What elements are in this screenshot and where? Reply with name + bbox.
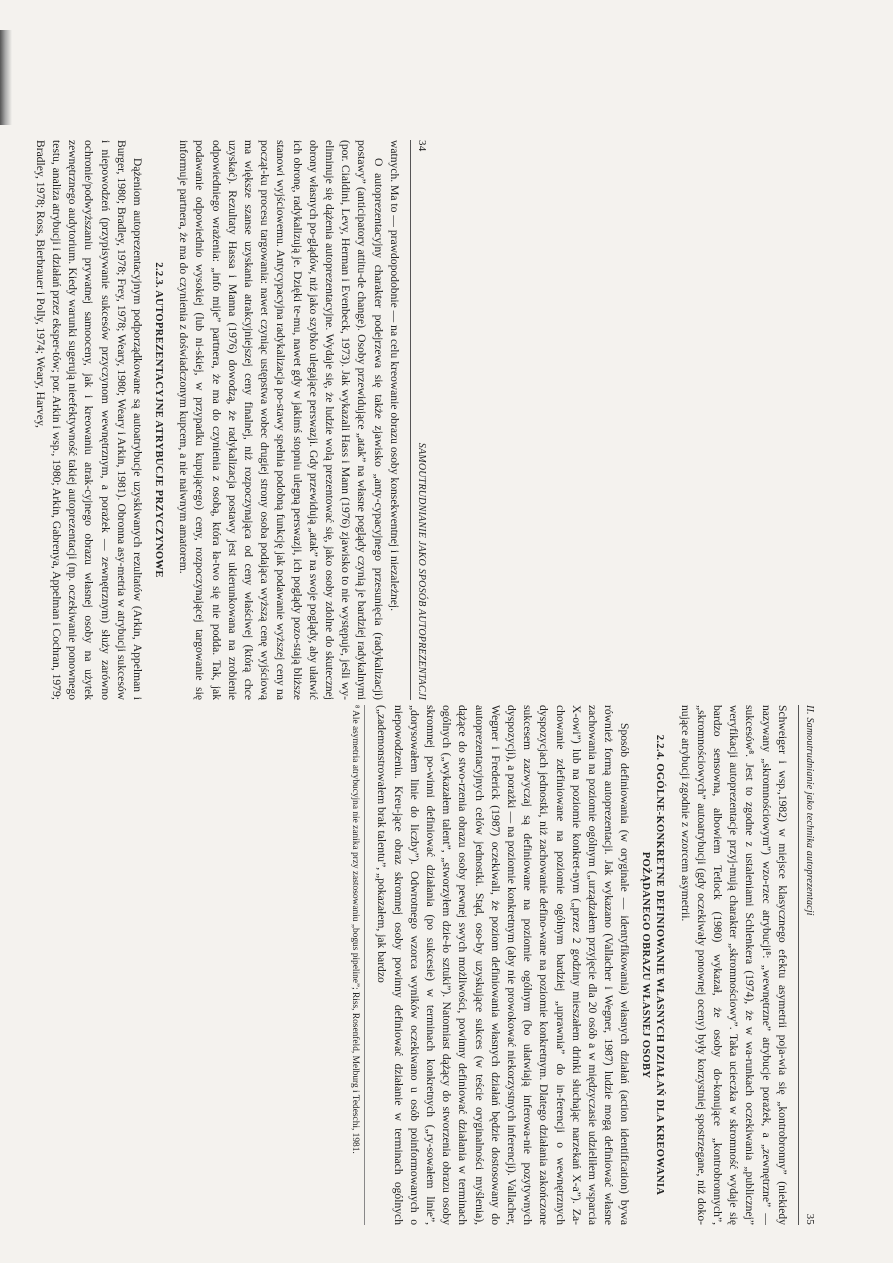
page-number-right: 35 [804, 1213, 816, 1225]
paragraph: Sposób definiowania (w oryginale — identyfikowania) własnych działań (action identification) bywa również formą autoprezentacji. Jak wykazano (Vallacher i Wegner, 1987) ludzie mogą definiować własne zachowania na poziomie ogólnym („urządzałem przyjęcie dla 20 osób a w międzyczasie udzieliłem wsparcia X-owi”) lub na poziomie konkret-nym („przez 2 godziny mieszałem drinki słuchając narzekań X-a”). Za-chowanie zdefiniowane na poziomie ogólnym bardziej „uprawnia” do in-ferencji o wewnętrznych dyspozycjach jednostki, niż zachowanie defino-wane na poziomie konkretnym. Dlatego działania zakończone sukcesem zazwyczaj są definiowane na poziomie ogólnym (bo ułatwiają inferowa-nie pozytywnych dyspozycji), a porażki — na poziomie konkretnym (aby nie prowokować niekorzystnych inferencji). Vallacher, Wegner i Frederick (1987) oczekiwali, że poziom definiowania własnych działań będzie dostosowany do autoprezentacyjnych celów jednostki. Stąd, oso-by uzyskujące sukces (w teście oryginalności myślenia), dążące do stwo-rzenia obrazu osoby pewnej swych możliwości, powinny definiować działania w terminach ogólnych („wykazałem talent”, „stworzyłem dzie-ło sztuki”). Natomiast dążący do stworzenia obrazu osoby skromnej po-winni definiować działania (po sukcesie) w terminach konkretnych („ry-sowałem linie”, „dorysowałem linie do liczby”). Odwrotnego wzorca wyników oczekiwano u osób poinformowanych o niepowodzeniu. Kreu-jące obraz skromnej osoby powinny definiować działanie w terminach ogólnych („zademonstrowałem brak talentu”, „pokazałem, jak bardzo [375, 705, 632, 1225]
paragraph: watnych. Ma to — prawdopodobnie — na celu kreowanie obrazu osoby konsekwentnej i niezależnej. [387, 140, 401, 612]
running-head-right [798, 705, 818, 1225]
running-head-left [410, 140, 430, 700]
left-page [32, 140, 430, 700]
running-head-title-left: SAMOUTRUDNIANIE JAKO SPOSÓB AUTOPREZENTACJI [416, 442, 427, 700]
running-head-title-right: II. Samoutrudnianie jako technika autoprezentacji [804, 705, 815, 916]
section-heading-2-2-4: 2.2.4. OGÓLNE-KONKRETNE DEFINIOWANIE WŁASNYCH DZIAŁAŃ DLA KREOWANIA POŻĄDANEGO OBRAZU WŁASNEJ OSOBY [640, 734, 666, 1196]
section-heading-2-2-3: 2.2.3. AUTOPREZENTACYJNE ATRYBUCJE PRZYCZYNOWE [152, 262, 164, 578]
page-number-left: 34 [416, 140, 428, 152]
footnote: ⁸ Ale asymetria atrybucyjna nie zanika przy zastosowaniu „bogus pipeline”; Riss, Rosenfeld, Melburg i Tedeschi, 1981. [349, 705, 365, 1225]
paragraph: O autoprezentacyjny charakter podejrzewa się także zjawisko „anty-cypacyjnego przesunięcia (radykalizacji) postawy” (anticipatory attitu-de change). Osoby przewidujące „atak” na własne poglądy czynią je bardziej radykalnymi (por. Cialdini, Levy, Herman i Evenbeck, 1973). Jak wykazali Hass i Mann (1976) zjawisko to nie występuje, jeśli wy-eliminuje się dążenia autoprezentacyjne. Wydaje się, że ludzie wolą prezentować się, jako osoby zdolne do skutecznej obrony własnych po-glądów, niż jako szybko ulegające perswazji. Gdy przewidują „atak” na swoje poglądy, aby ułatwić ich obronę, radykalizują je. Dzięki te-mu, nawet gdy w jakimś stopniu ulegną perswazji, ich poglądy pozo-stają bliższe stanowi wyjściowemu. Antycypacyjna radykalizacja po-stawy spełnia podobną funkcję jak podawanie wyższej ceny na począt-ku procesu targowania: nawet czyniąc ustępstwa wobec drugiej strony osoba podająca wyższą cenę wyjściową ma większe szanse uzyskania atrakcyjniejszej ceny finalnej, niż rozpoczynająca od ceny właściwej (którą chce uzyskać). Rezultaty Hassa i Manna (1976) dowodzą, że radykalizacja postawy jest ukierunkowana na zrobienie odpowiedniego wrażenia: „info mije” partnera, że ma do czynienia z osobą, która ła-two się nie podda. Tak, jak podawanie odpowiednio wysokiej (lub ni-skiej, w przypadku kupującego) ceny, rozpoczynającej targowanie się informuje partnera, że ma do czynienia z doświadczonym kupcem, a nie naiwnym amatorem. [177, 140, 385, 700]
paragraph: Schweiger i wsp.,1982) w miejsce klasycznego efektu asymetrii poja-wia się „kontrobronny” (niekiedy nazywany „skromnościowym”) wzo-rzec atrybucji⁸: „wewnętrzne” atrybucje porażek, a „zewnętrzne” — sukcesów⁸. Jest to zgodne z ustaleniami Schlenkera (1974), że w wa-runkach oczekiwania „publicznej” weryfikacji autoprezentacje przyj-mują charakter „skromnościowy”. Taka ucieczka w skromność wydaje się bardzo sensowna, albowiem Tetlock (1980) wykazał, że osoby do-konujące „kontrobronnych”, „skromnościowych” autoatrybucji (gdy oczekiwały ponownej oceny) były korzystniej spostrzegane, niż doko-nujące atrybucji zgodnie z wzorcem asymetrii. [678, 705, 789, 1225]
right-page [349, 705, 818, 1225]
paragraph: Dążeniom autoprezentacyjnym podporządkowane są autoatrybucje uzyskiwanych rezultatów (Arkin, Appelman i Burger, 1980; Bradley, 1978; Frey, 1978; Weary, 1980; Weary i Arkin, 1981). Obronna asy-metria w atrybucji sukcesów i niepowodzeń (przypisywanie sukcesów przyczynom wewnętrznym, a porażek — zewnętrznym) służy zarówno ochronie/podwyższaniu prywatnej samooceny, jak i kreowaniu atrak-cyjnego obrazu własnej osoby na użytek zewnętrznego audytorium. Kiedy warunki sugerują nieefektywność takiej autoprezentacji (np. oczekiwanie ponownego testu, analiza atrybucji i działań przez eksper-tów; por. Arkin i wsp., 1980; Arkin, Gabrenya, Appelman i Cochran, 1979; Bradley, 1978; Ross, Bierbrauer i Polly, 1974; Weary, Harvey, [33, 140, 144, 700]
